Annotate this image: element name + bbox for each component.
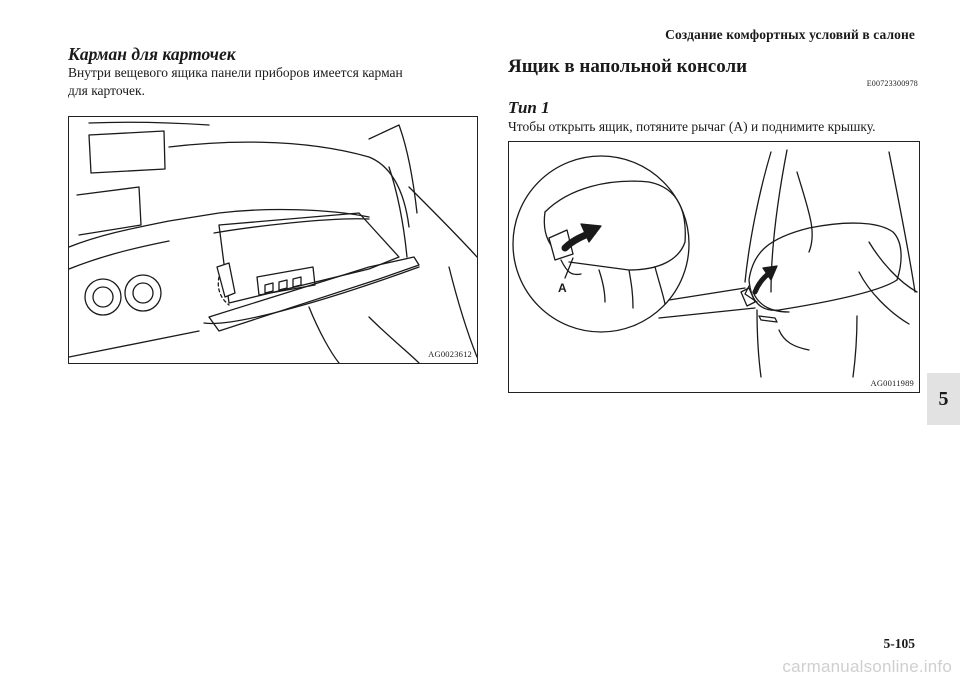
type1-title: Тип 1 (508, 98, 550, 117)
console-box-section (508, 55, 918, 134)
type1-text: Чтобы открыть ящик, потяните рычаг (A) и поднимите крышку. (508, 119, 876, 134)
lever-a-callout: A (558, 281, 567, 295)
card-pocket-text-line2: для карточек. (68, 83, 145, 98)
card-pocket-figure-code: AG0023612 (428, 349, 472, 359)
glovebox-illustration-icon (69, 117, 477, 363)
console-box-illustration-icon (509, 142, 919, 392)
card-pocket-title: Карман для карточек (68, 44, 236, 64)
console-box-figure-code: AG0011989 (870, 378, 914, 388)
console-box-ref-code: E00723300978 (866, 79, 918, 88)
card-pocket-text-line1: Внутри вещевого ящика панели приборов имеется карман (68, 65, 403, 80)
console-box-title: Ящик в напольной консоли (508, 56, 748, 77)
chapter-tab[interactable]: 5 (927, 373, 960, 425)
console-box-figure (508, 141, 920, 393)
watermark: carmanualsonline.info (782, 657, 952, 676)
page-number: 5-105 (883, 636, 915, 651)
card-pocket-figure (68, 116, 478, 364)
card-pocket-section (68, 44, 478, 100)
running-header: Создание комфортных условий в салоне (665, 27, 915, 42)
